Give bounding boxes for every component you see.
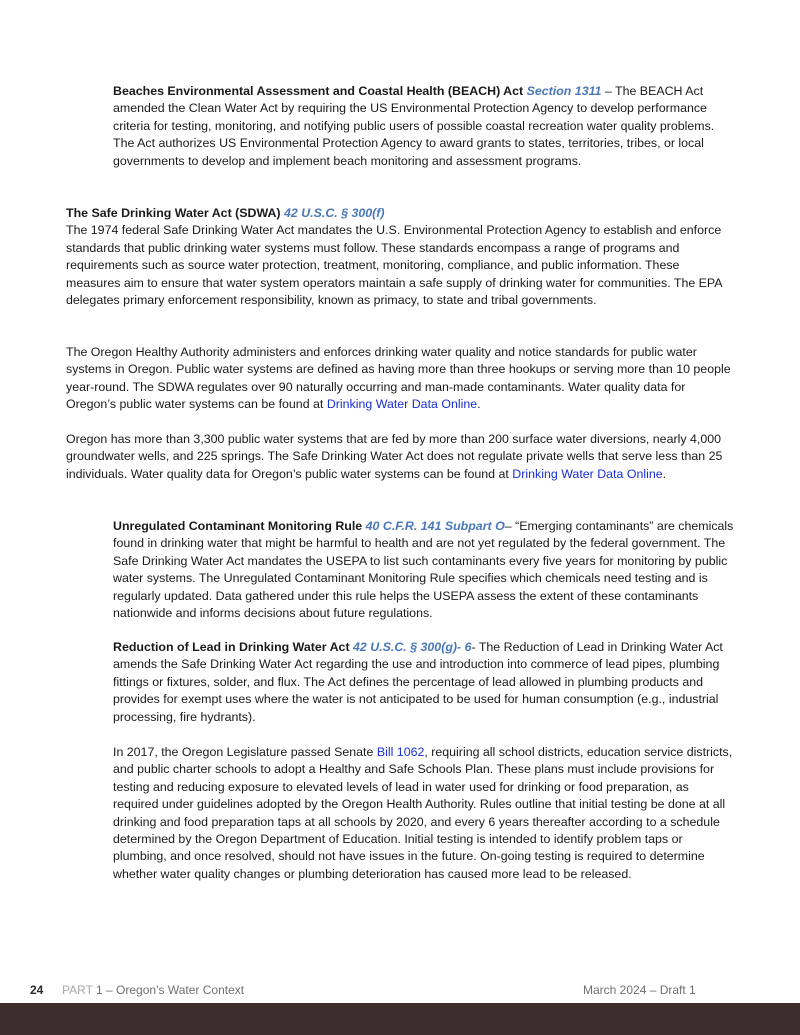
lead-act-paragraph: [113, 639, 735, 726]
oha-end: .: [477, 397, 481, 412]
lead-act-title: Reduction of Lead in Drinking Water Act: [113, 640, 350, 654]
oregon-systems-text: Oregon has more than 3,300 public water systems that are fed by more than 200 surface water diversions, nearly 4,000 groundwater wells, and 225 springs. The Safe Drinking Water Act does not regulate private wells that serve less than 25 individuals. Water quality data for Oregon’s public water systems can be found at: [66, 432, 723, 481]
footer-bar: [0, 1003, 800, 1035]
footer-part-label: [62, 982, 244, 999]
oregon-systems-end: .: [662, 466, 667, 481]
footer-date: March 2024 – Draft 1: [583, 983, 696, 997]
ucmr-text: – “Emerging contaminants” are chemicals found in drinking water that might be harmful to health and are not yet regulated by the federal government. The Safe Drinking Water Act mandates the USEPA to list such contaminants every five years for monitoring by public water systems. The Unregulated Contaminant Monitoring Rule specifies which chemicals need testing and is regularly updated. Data gathered under this rule helps the USEPA assess the extent of these contaminants nationwide and informs decisions about future regulations.: [113, 519, 734, 621]
drinking-water-data-link-1[interactable]: Drinking Water Data Online: [326, 397, 478, 412]
drinking-water-data-link-2[interactable]: Drinking Water Data Online: [512, 466, 663, 481]
oregon-systems-paragraph: [66, 431, 736, 483]
ucmr-citation[interactable]: 40 C.F.R. 141 Subpart O: [365, 519, 505, 533]
sb1062-text: , requiring all school districts, education service districts, and public charter schools to adopt a Healthy and Safe Schools Plan. These plans must include provisions for testing and reducing exposure to elevated levels of lead in water used for drinking or food preparation, as required under guidelines adopted by the Oregon Health Authority. Rules outline that initial testing be done at all drinking and food preparation taps at all schools by 2020, and every 6 years thereafter according to a schedule determined by the Oregon Department of Education. Initial testing is intended to identify problem taps or plumbing, and once resolved, should not have issues in the future. On-going testing is required to determine whether water quality changes or plumbing deterioration has caused more lead to be released.: [113, 745, 733, 881]
beach-act-title: Beaches Environmental Assessment and Coastal Health (BEACH) Act: [113, 84, 524, 98]
ucmr-paragraph: [113, 518, 735, 622]
sdwa-citation[interactable]: 42 U.S.C. § 300(f): [284, 206, 385, 220]
bill-1062-link[interactable]: Bill 1062: [376, 745, 425, 759]
footer-part-text: 1 – Oregon’s Water Context: [92, 983, 245, 997]
sb1062-paragraph: [113, 744, 735, 883]
oha-text: The Oregon Healthy Authority administers and enforces drinking water quality and notice standards for public water systems in Oregon. Public water systems are defined as having more than three hookups or serving more than 10 people year-round. The SDWA regulates over 90 naturally occurring and man-made contaminants. Water quality data for Oregon’s public water systems can be found at: [66, 345, 731, 412]
page-number: 24: [30, 983, 44, 997]
beach-act-paragraph: [113, 83, 735, 170]
oha-paragraph: [66, 344, 736, 414]
lead-act-text: - The Reduction of Lead in Drinking Water Act amends the Safe Drinking Water Act regarding the use and introduction into commerce of lead pipes, plumbing fittings or fixtures, solder, and flux. The Act defines the percentage of lead allowed in plumbing products and provides for exempt uses where the water is not anticipated to be used for human consumption (e.g., industrial processing, fire hydrants).: [113, 640, 723, 724]
sdwa-title: The Safe Drinking Water Act (SDWA): [66, 206, 281, 220]
sdwa-text: The 1974 federal Safe Drinking Water Act mandates the U.S. Environmental Protection Agency to establish and enforce standards that public drinking water systems must follow. These standards encompass a range of programs and requirements such as source water protection, treatment, monitoring, compliance, and public information. These measures aim to ensure that water system operators maintain a safe supply of drinking water for communities. The EPA delegates primary enforcement responsibility, known as primacy, to state and tribal governments.: [66, 223, 722, 308]
footer-part-word: PART: [62, 983, 93, 997]
sdwa-paragraph: [66, 205, 736, 309]
beach-act-citation[interactable]: Section 1311: [526, 84, 602, 98]
sb1062-pre: In 2017, the Oregon Legislature passed Senate: [113, 745, 377, 759]
page-footer: [0, 982, 800, 1000]
ucmr-title: Unregulated Contaminant Monitoring Rule: [113, 519, 363, 533]
beach-act-text: – The BEACH Act amended the Clean Water Act by requiring the US Environmental Protection Agency to develop performance criteria for testing, monitoring, and notifying public users of possible coastal recreation water quality problems. The Act authorizes US Environmental Protection Agency to award grants to states, territories, tribes, or local governments to develop and implement beach monitoring and assessment programs.: [113, 84, 715, 168]
lead-act-citation[interactable]: 42 U.S.C. § 300(g)- 6: [353, 640, 472, 654]
